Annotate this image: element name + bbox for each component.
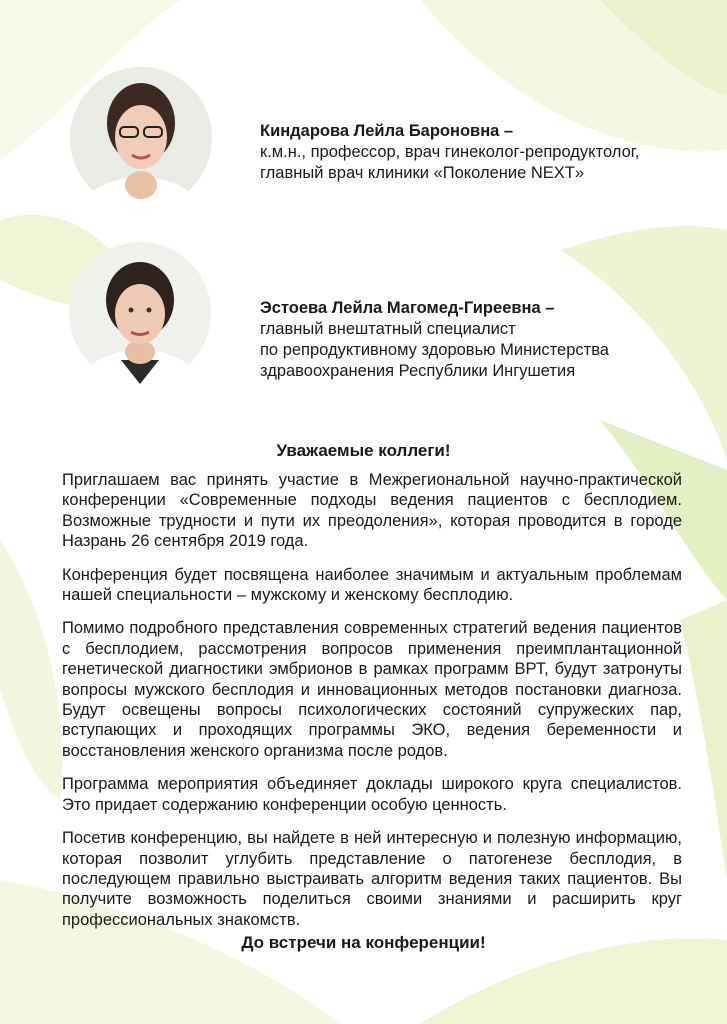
speaker-1-line-1: к.м.н., профессор, врач гинеколог-репродуктолог,	[260, 143, 640, 161]
greeting-heading: Уважаемые коллеги!	[276, 441, 451, 460]
closing-line: До встречи на конференции!	[241, 933, 486, 952]
paragraph-5: Посетив конференцию, вы найдете в ней интересную и полезную информацию, которая позволит углубить представление о патогенезе бесплодия, в последующем правильно выстраивать алгоритм ведения таких пациентов. Вы получите возможность поделиться своими знаниями и расширить круг профессиональных знакомств.	[62, 829, 682, 929]
speaker-2-name: Эстоева Лейла Магомед-Гиреевна –	[260, 299, 555, 317]
paragraph-3: Помимо подробного представления современных стратегий ведения пациентов с бесплодием, рассмотрения вопросов применения преимплантационной генетической диагностики эмбрионов в рамках программ ВРТ, будут затронуты вопросы мужского бесплодия и инновационных методов постановки диагноза. Будут освещены вопросы психологических состояний супружеских пар, вступающих и проходящих программы ЭКО, ведения беременности и восстановления женского организма после родов.	[62, 619, 682, 760]
speaker-2-bio	[260, 298, 609, 382]
speaker-1-portrait-image	[70, 67, 212, 209]
speaker-2-photo	[69, 242, 211, 384]
speaker-2-line-2: по репродуктивному здоровью Министерства	[260, 341, 609, 359]
paragraph-1: Приглашаем вас принять участие в Межрегиональной научно-практической конференции «Современные подходы ведения пациентов с бесплодием. Возможные трудности и пути их преодоления», которая проводится в городе Назрань 26 сентября 2019 года.	[62, 471, 682, 551]
speaker-2-portrait-image	[69, 242, 211, 384]
speaker-1-photo	[70, 67, 212, 209]
speaker-2-line-3: здравоохранения Республики Ингушетия	[260, 362, 576, 380]
speaker-1-name: Киндарова Лейла Бароновна –	[260, 122, 514, 140]
paragraph-2: Конференция будет посвящена наиболее значимым и актуальным проблемам нашей специальности – мужскому и женскому бесплодию.	[62, 565, 682, 605]
paragraph-4: Программа мероприятия объединяет доклады широкого круга специалистов. Это придает содержанию конференции особую ценность.	[62, 775, 682, 814]
speaker-1-line-2: главный врач клиники «Поколение NEXT»	[260, 164, 585, 182]
letter-body	[62, 470, 682, 943]
speaker-1-bio	[260, 121, 639, 184]
speaker-2-line-1: главный внештатный специалист	[260, 320, 516, 338]
